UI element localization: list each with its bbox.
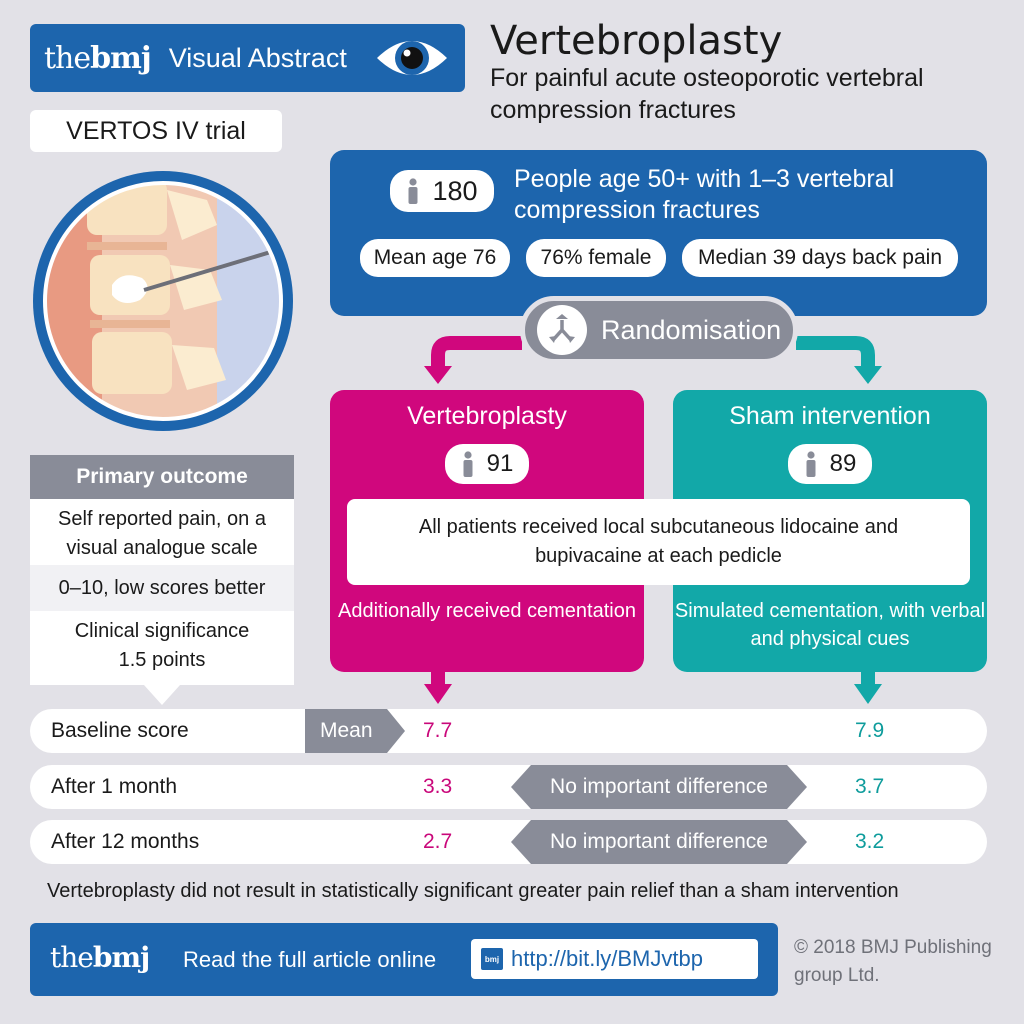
primary-outcome-pointer	[30, 685, 294, 707]
arrow-to-sham	[796, 343, 868, 370]
bmj-mini-logo-icon: bmj	[481, 948, 503, 970]
arrow-to-vertebroplasty	[438, 343, 522, 370]
result-row-1-month	[30, 765, 987, 809]
page-subtitle: For painful acute osteoporotic vertebral compression fractures	[490, 64, 924, 124]
person-icon	[461, 451, 475, 477]
primary-outcome-heading: Primary outcome	[30, 455, 294, 499]
primary-outcome-panel	[30, 455, 294, 707]
person-icon	[804, 451, 818, 477]
eye-icon	[375, 32, 449, 84]
vertebroplasty-baseline-score: 7.7	[423, 719, 453, 742]
bmj-logo: thebmj	[44, 40, 151, 76]
vertebroplasty-12-month-score: 2.7	[423, 830, 453, 853]
page-title: Vertebroplasty	[490, 18, 783, 64]
comparison-label: No important difference	[550, 830, 768, 853]
split-arrows-icon	[537, 305, 587, 355]
common-treatment-text: All patients received local subcutaneous lidocaine and bupivacaine at each pedicle	[418, 516, 899, 567]
vertebroplasty-1-month-score: 3.3	[423, 775, 453, 798]
arrow-head-sham	[854, 366, 882, 384]
footer-banner	[30, 923, 778, 996]
population-description: People age 50+ with 1–3 vertebral compression fractures	[514, 165, 895, 224]
conclusion-text: Vertebroplasty did not result in statistically significant greater pain relief than a sham intervention	[47, 880, 899, 902]
result-row-12-months	[30, 820, 987, 864]
vertebroplasty-arm-note: Additionally received cementation	[338, 600, 636, 622]
result-row-baseline	[30, 709, 987, 753]
back-pain-duration-badge: Median 39 days back pain	[682, 239, 958, 277]
total-participants-badge	[390, 170, 494, 212]
visual-abstract-banner	[30, 24, 465, 92]
result-row-label: Baseline score	[51, 719, 189, 742]
vertebroplasty-count-badge	[445, 444, 529, 484]
article-link-text[interactable]: http://bit.ly/BMJvtbp	[511, 946, 703, 971]
randomisation-badge	[520, 296, 798, 364]
bmj-logo: thebmj	[50, 941, 150, 974]
primary-outcome-scale: 0–10, low scores better	[30, 565, 294, 611]
primary-outcome-significance	[30, 611, 294, 685]
arrow-down-sham	[861, 670, 875, 686]
arrow-down-head-sham	[854, 684, 882, 704]
copyright-notice: © 2018 BMJ Publishing group Ltd.	[794, 937, 992, 986]
article-link[interactable]	[471, 939, 758, 979]
sham-baseline-score: 7.9	[855, 719, 885, 742]
result-row-label: After 12 months	[51, 830, 200, 853]
arrow-head-vertebroplasty	[424, 366, 452, 384]
result-row-label: After 1 month	[51, 775, 178, 798]
person-icon	[406, 178, 420, 204]
arrow-down-head-vertebroplasty	[424, 684, 452, 704]
read-article-label: Read the full article online	[183, 947, 437, 972]
comparison-label: No important difference	[550, 775, 768, 798]
sham-arm-title: Sham intervention	[729, 402, 931, 430]
sham-12-month-score: 3.2	[855, 830, 885, 853]
sham-count-badge	[788, 444, 872, 484]
trial-name: VERTOS IV trial	[30, 110, 282, 152]
mean-age-badge: Mean age 76	[360, 239, 510, 277]
primary-outcome-measure	[30, 499, 294, 565]
spine-illustration	[32, 170, 294, 432]
sham-arm-note: Simulated cementation, with verbal and physical cues	[674, 600, 986, 650]
vertebroplasty-arm-title: Vertebroplasty	[407, 402, 567, 430]
sham-count: 89	[829, 450, 857, 477]
vertebroplasty-count: 91	[486, 450, 514, 477]
arrow-down-vertebroplasty	[431, 670, 445, 686]
banner-label: Visual Abstract	[168, 42, 347, 73]
sham-1-month-score: 3.7	[855, 775, 885, 798]
primary-outcome-significance-text: Clinical significance 1.5 points	[74, 620, 250, 671]
female-percent-badge: 76% female	[526, 239, 666, 277]
population-box	[330, 150, 987, 316]
primary-outcome-measure-text: Self reported pain, on a visual analogue scale	[58, 508, 266, 559]
mean-tag-label: Mean	[320, 719, 373, 742]
randomisation-label: Randomisation	[601, 314, 782, 345]
total-participants-count: 180	[432, 175, 478, 206]
common-treatment-box	[347, 499, 970, 585]
